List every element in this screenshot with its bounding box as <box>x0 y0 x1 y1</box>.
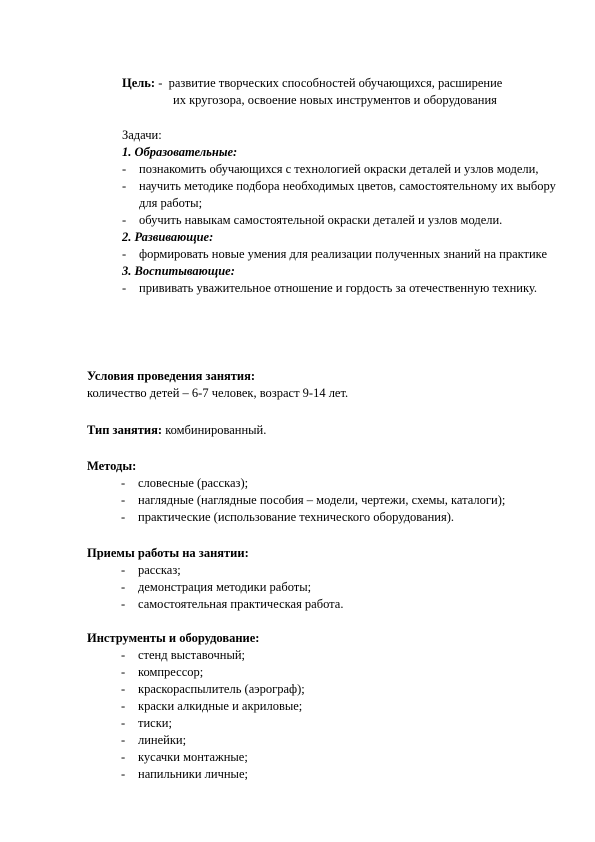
bullet-dash: - <box>121 597 126 611</box>
list-item-text: познакомить обучающихся с технологией окраски деталей и узлов модели, <box>139 162 539 176</box>
bullet-dash: - <box>121 699 126 713</box>
section-heading: Условия проведения занятия: <box>87 369 256 383</box>
task-group-title: 1. Образовательные: <box>122 145 238 159</box>
list-item-text: прививать уважительное отношение и гордость за отечественную технику. <box>139 281 537 295</box>
list-item-text: рассказ; <box>138 563 181 577</box>
list-item-text: кусачки монтажные; <box>138 750 248 764</box>
bullet-dash: - <box>121 563 126 577</box>
techniques-section <box>87 545 567 613</box>
bullet-dash: - <box>121 580 126 594</box>
bullet-dash: - <box>121 493 126 507</box>
list-item <box>121 732 567 749</box>
task-group-list <box>122 280 562 297</box>
list-item-text: краски алкидные и акриловые; <box>138 699 303 713</box>
list-item-text: словесные (рассказ); <box>138 476 249 490</box>
list-item-text: демонстрация методики работы; <box>138 580 312 594</box>
task-group-title: 2. Развивающие: <box>122 230 214 244</box>
tools-section <box>87 630 567 783</box>
list-item <box>121 596 567 613</box>
tasks-heading: Задачи: <box>122 128 162 142</box>
list-item-text: стенд выставочный; <box>138 648 246 662</box>
bullet-dash: - <box>121 682 126 696</box>
list-item <box>122 161 562 178</box>
list-item <box>121 475 567 492</box>
section-heading: Приемы работы на занятии: <box>87 546 249 560</box>
goal-line-1 <box>122 75 562 92</box>
bullet-dash: - <box>121 665 126 679</box>
bullet-dash: - <box>122 213 127 227</box>
list-item <box>122 178 562 212</box>
bullet-dash: - <box>121 476 126 490</box>
list-item <box>121 562 567 579</box>
list-item-text: компрессор; <box>138 665 204 679</box>
bullet-dash: - <box>121 716 126 730</box>
list-item <box>121 766 567 783</box>
goal-block <box>122 75 562 109</box>
tools-list <box>121 647 567 783</box>
bullet-dash: - <box>121 733 126 747</box>
list-item-text: обучить навыкам самостоятельной окраски деталей и узлов модели. <box>139 213 503 227</box>
list-item-text: формировать новые умения для реализации полученных знаний на практике <box>139 247 547 261</box>
list-item-text: практические (использование технического оборудования). <box>138 510 455 524</box>
goal-text-1: развитие творческих способностей обучающихся, расширение <box>168 76 503 90</box>
bullet-dash: - <box>122 179 127 193</box>
methods-section <box>87 458 567 526</box>
list-item <box>121 509 567 526</box>
list-item <box>121 664 567 681</box>
list-item-text: линейки; <box>138 733 187 747</box>
list-item-text: наглядные (наглядные пособия – модели, чертежи, схемы, каталоги); <box>138 493 506 507</box>
bullet-dash: - <box>122 247 127 261</box>
bullet-dash: - <box>121 767 126 781</box>
conditions-section <box>87 368 567 402</box>
list-item-text: напильники личные; <box>138 767 248 781</box>
lesson-type-section <box>87 422 567 439</box>
bullet-dash: - <box>121 750 126 764</box>
list-item <box>121 698 567 715</box>
lesson-type-value: комбинированный. <box>162 423 267 437</box>
list-item <box>121 715 567 732</box>
task-group-title: 3. Воспитывающие: <box>122 264 235 278</box>
task-group-list <box>122 161 562 229</box>
lesson-type-label: Тип занятия: <box>87 423 163 437</box>
list-item-text: краскораспылитель (аэрограф); <box>138 682 305 696</box>
list-item <box>122 246 562 263</box>
list-item <box>121 749 567 766</box>
list-item <box>121 681 567 698</box>
list-item <box>121 492 567 509</box>
bullet-dash: - <box>121 648 126 662</box>
task-group-list <box>122 246 562 263</box>
bullet-dash: - <box>122 281 127 295</box>
goal-dash: - <box>155 76 166 90</box>
tasks-block <box>122 127 562 297</box>
goal-line-2: их кругозора, освоение новых инструментов и оборудования <box>173 93 497 107</box>
bullet-dash: - <box>121 510 126 524</box>
list-item-text: научить методике подбора необходимых цветов, самостоятельному их выбору для работы; <box>139 179 556 210</box>
list-item <box>121 579 567 596</box>
list-item-text: самостоятельная практическая работа. <box>138 597 344 611</box>
section-heading: Методы: <box>87 459 137 473</box>
conditions-text: количество детей – 6-7 человек, возраст 9-14 лет. <box>87 386 349 400</box>
list-item-text: тиски; <box>138 716 172 730</box>
methods-list <box>121 475 567 526</box>
list-item <box>121 647 567 664</box>
section-heading: Инструменты и оборудование: <box>87 631 260 645</box>
goal-label: Цель: <box>122 76 156 90</box>
list-item <box>122 212 562 229</box>
list-item <box>122 280 562 297</box>
techniques-list <box>121 562 567 613</box>
bullet-dash: - <box>122 162 127 176</box>
